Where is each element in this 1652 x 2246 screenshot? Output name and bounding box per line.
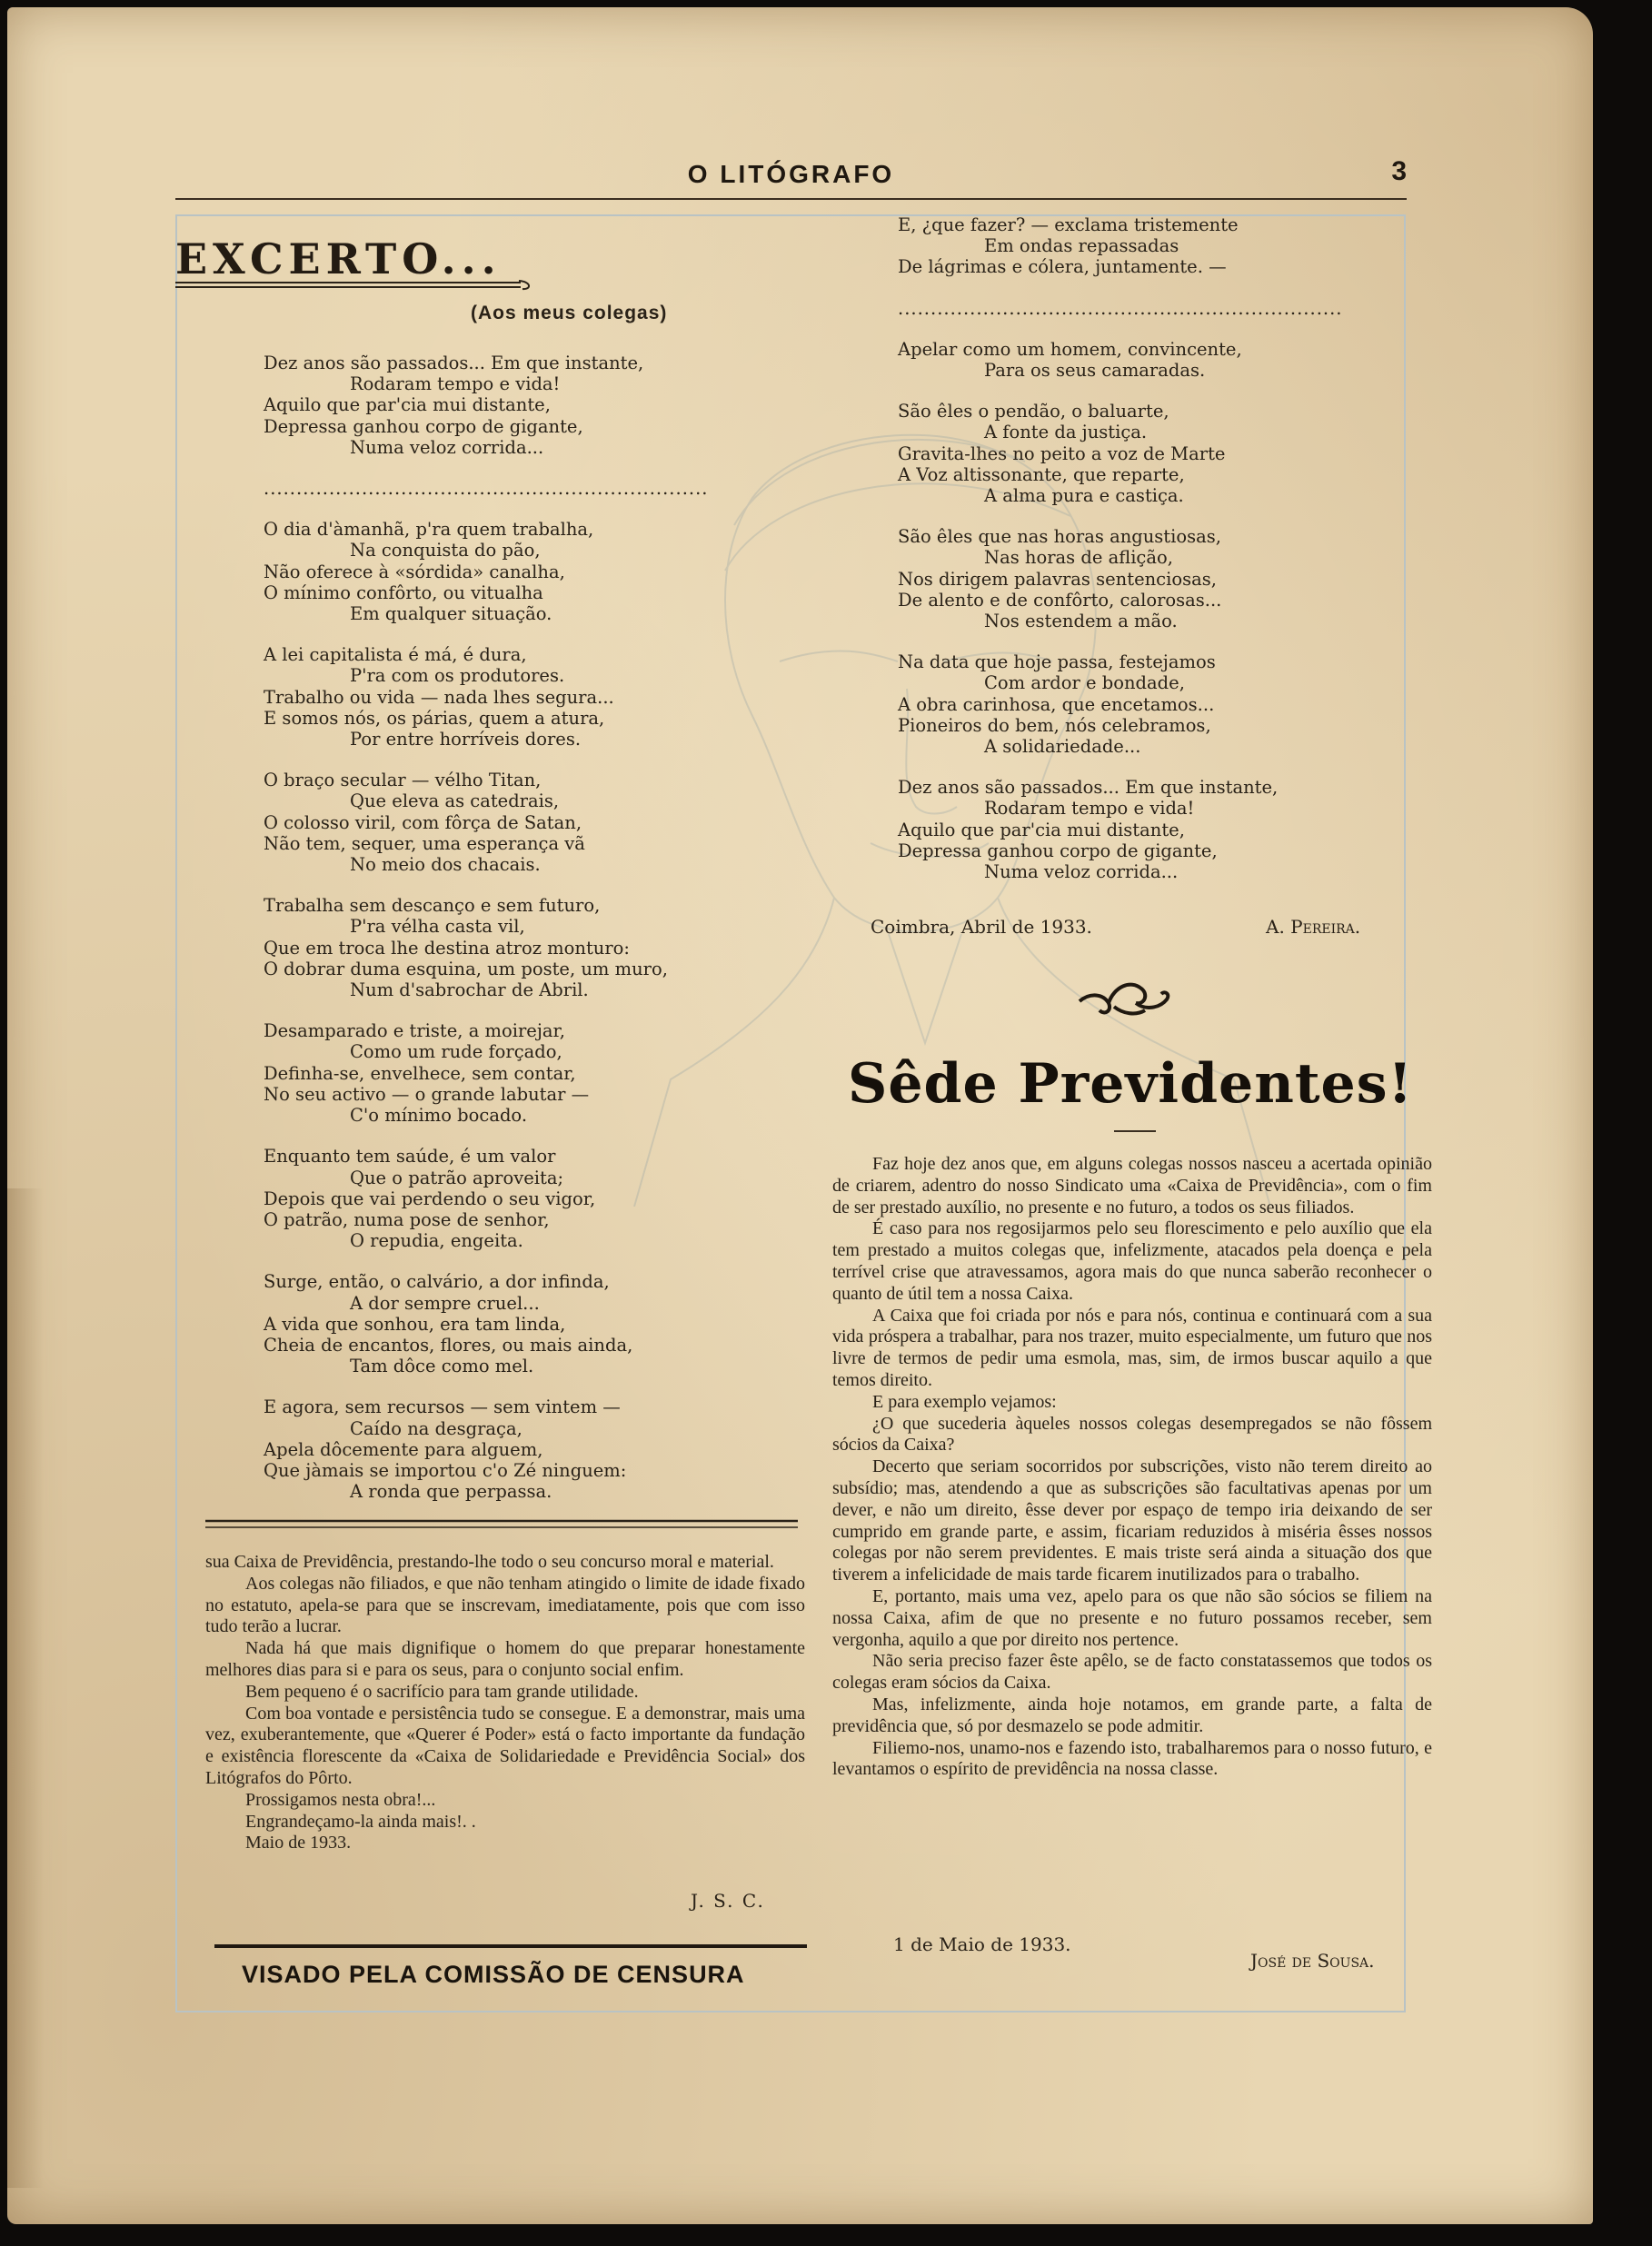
poem-line: De alento e de confôrto, calorosas... — [898, 589, 1222, 611]
poem-line: Caído na desgraça, — [350, 1417, 522, 1439]
poem-line: A obra carinhosa, que encetamos... — [898, 693, 1215, 715]
poem-line: Tam dôce como mel. — [350, 1356, 534, 1377]
poem-line: Em ondas repassadas — [984, 235, 1179, 257]
poem-line: Depressa ganhou corpo de gigante, — [264, 415, 583, 437]
poem-stanza — [264, 1271, 736, 1376]
poem-line: Num d'sabrochar de Abril. — [350, 979, 589, 1001]
poem-line: Não tem, sequer, uma esperança vã — [264, 832, 585, 854]
poem-line: Enquanto tem saúde, é um valor — [264, 1146, 556, 1168]
poem-line: Trabalho ou vida — nada lhes segura... — [264, 686, 614, 708]
poem-line: O colosso viril, com fôrça de Satan, — [264, 811, 582, 833]
paragraph: Bem pequeno é o sacrifício para tam grande utilidade. — [245, 1681, 639, 1702]
poem-line: Trabalha sem descanço e sem futuro, — [264, 895, 601, 917]
section-double-rule — [205, 1518, 798, 1531]
poem-dedication: (Aos meus colegas) — [471, 303, 668, 323]
article-title: Sêde Previdentes! — [848, 1052, 1413, 1116]
poem-line: Que em troca lhe destina atroz monturo: — [264, 937, 630, 959]
paragraph: sua Caixa de Previdência, prestando-lhe todo o seu concurso moral e material. — [205, 1552, 774, 1572]
paper-fold-shadow — [7, 1188, 44, 2188]
poem-stanza — [264, 1020, 736, 1126]
poem-line: Na data que hoje passa, festejamos — [898, 651, 1216, 673]
poem-line: P'ra vélha casta vil, — [350, 916, 525, 938]
poem-line: E agora, sem recursos — sem vintem — — [264, 1396, 621, 1418]
paragraph: Com boa vontade e persistência tudo se consegue. E a demonstrar, mais uma vez, exuberantemente, que «Querer é Poder» está o facto importante da fundação e existência florescente da «Caixa de Solidariedade e Previdência Social» dos Litógrafos do Pôrto. — [205, 1703, 805, 1788]
censor-rule — [214, 1944, 807, 1948]
poem-stanza — [898, 777, 1370, 882]
poem-line: A lei capitalista é má, é dura, — [264, 644, 527, 666]
poem-line: A alma pura e castiça. — [984, 485, 1184, 507]
poem-line: Depressa ganhou corpo de gigante, — [898, 840, 1218, 861]
paragraph: Prossigamos nesta obra!... — [245, 1789, 436, 1810]
poem-line: Na conquista do pão, — [350, 540, 541, 562]
poem-line: Nos dirigem palavras sentenciosas, — [898, 568, 1217, 590]
poem-line: Surge, então, o calvário, a dor infinda, — [264, 1271, 610, 1293]
poem-line: O mínimo confôrto, ou vitualha — [264, 581, 543, 603]
poem-line: A ronda que perpassa. — [350, 1481, 552, 1503]
poem-line: Para os seus camaradas. — [984, 360, 1206, 382]
poem-line: E somos nós, os párias, quem a atura, — [264, 707, 605, 729]
poem-stanza — [898, 401, 1370, 506]
page-number: 3 — [1391, 156, 1407, 186]
poem-line: Que o patrão aproveita; — [350, 1167, 564, 1188]
title-underline — [175, 280, 539, 291]
ellipsis-rule: .................................................................... — [264, 478, 709, 500]
right-article — [832, 1154, 1432, 1781]
poem-line: O dobrar duma esquina, um poste, um muro, — [264, 958, 668, 979]
poem-line: Apela dôcemente para alguem, — [264, 1438, 543, 1460]
poem-stanza — [264, 519, 736, 624]
poem-line: E, ¿que fazer? — exclama tristemente — [898, 214, 1239, 235]
poem-line: São êles que nas horas angustiosas, — [898, 526, 1221, 548]
poem-line: A solidariedade... — [984, 736, 1141, 758]
right-article-date: 1 de Maio de 1933. — [893, 1933, 1071, 1955]
poem-title: EXCERTO... — [175, 234, 502, 283]
poem-line: Não oferece à «sórdida» canalha, — [264, 561, 565, 582]
poem-line: O dia d'àmanhã, p'ra quem trabalha, — [264, 519, 594, 541]
poem-line: A vida que sonhou, era tam linda, — [264, 1313, 566, 1335]
poem-line: Rodaram tempo e vida! — [350, 373, 561, 395]
poem-line: O patrão, numa pose de senhor, — [264, 1208, 550, 1230]
poem-line: São êles o pendão, o baluarte, — [898, 401, 1169, 422]
newspaper-page — [7, 7, 1593, 2224]
paragraph: ¿O que sucederia àqueles nossos colegas desempregados se não fôssem sócios da Caixa? — [832, 1413, 1432, 1456]
title-short-rule — [1114, 1130, 1156, 1132]
censorship-notice: VISADO PELA COMISSÃO DE CENSURA — [242, 1961, 745, 1988]
poem-line: Que eleva as catedrais, — [350, 790, 560, 812]
poem-stanza — [264, 353, 736, 458]
poem-line: Aquilo que par'cia mui distante, — [264, 394, 551, 416]
poem-line: No meio dos chacais. — [350, 854, 541, 876]
paragraph: Maio de 1933. — [245, 1833, 352, 1853]
poem-line: Por entre horríveis dores. — [350, 729, 582, 750]
poem-line: Desamparado e triste, a moirejar, — [264, 1020, 565, 1042]
poem-line: Nas horas de aflição, — [984, 547, 1173, 569]
poem-line: Dez anos são passados... Em que instante, — [898, 777, 1279, 799]
poem-line: Com ardor e bondade, — [984, 672, 1185, 694]
poem-line: O repudia, engeita. — [350, 1230, 523, 1252]
poem-stanza — [898, 651, 1370, 757]
poem-line: Depois que vai perdendo o seu vigor, — [264, 1188, 596, 1209]
paragraph: E para exemplo vejamos: — [872, 1391, 1057, 1412]
right-article-signature: José de Sousa. — [1250, 1950, 1375, 1972]
paragraph: Engrandeçamo-la ainda mais!. . — [245, 1811, 476, 1832]
poem-stanza — [264, 770, 736, 875]
publication-title: O LITÓGRAFO — [687, 160, 895, 188]
poem-stanza — [264, 644, 736, 750]
poem-line: Gravita-lhes no peito a voz de Marte — [898, 442, 1226, 464]
paragraph: Decerto que seriam socorridos por subscrições, visto não terem direito ao subsídio; mas, atendendo a que as subscrições são facultativas apenas por um dever, e não um direito, êsse dever por espaço de tempo iria deixando de ser cumprido em grande parte, e assim, ficariam reduzidos à miséria êsses nossos colegas por não serem previdentes. E mais triste será ainda a situação dos que tiverem a infelicidade de mais tarde ficarem inutilizados para o trabalho. — [832, 1456, 1432, 1585]
poem-line: A dor sempre cruel... — [350, 1292, 540, 1314]
poem-line: O braço secular — vélho Titan, — [264, 770, 542, 791]
poem-line: Numa veloz corrida... — [350, 436, 544, 458]
poem-line: C'o mínimo bocado. — [350, 1105, 528, 1127]
poem-line: Pioneiros do bem, nós celebramos, — [898, 714, 1211, 736]
poem-place-date: Coimbra, Abril de 1933. — [871, 916, 1092, 938]
poem-line: A fonte da justiça. — [984, 422, 1148, 443]
poem-stanza — [898, 339, 1370, 381]
poem-line: Cheia de encantos, flores, ou mais ainda, — [264, 1334, 633, 1356]
paragraph: Nada há que mais dignifique o homem do que preparar honestamente melhores dias para si e para os seus, para o conjunto social enfim. — [205, 1638, 805, 1680]
poem-author: A. Pereira. — [1266, 916, 1361, 938]
running-head — [175, 153, 1407, 200]
paragraph: Mas, infelizmente, ainda hoje notamos, em grande parte, a falta de previdência que, só por desmazelo se pode admitir. — [832, 1694, 1432, 1736]
poem-stanza — [264, 1146, 736, 1251]
poem-stanza — [898, 526, 1370, 631]
poem-line: Nos estendem a mão. — [984, 611, 1178, 632]
poem-line: Dez anos são passados... Em que instante, — [264, 353, 644, 373]
poem-line: No seu activo — o grande labutar — — [264, 1083, 590, 1105]
paragraph: Faz hoje dez anos que, em alguns colegas nossos nasceu a acertada opinião de criarem, adentro do nosso Sindicato uma «Caixa de Previdência», com o fim de ser prestado auxílio, no presente e no futuro, a todos os seus filiados. — [832, 1154, 1432, 1217]
paragraph: E, portanto, mais uma vez, apelo para os que não são sócios se filiem na nossa Caixa, afim de que no presente e no futuro possamos receber, sem vergonha, aquilo a que por direito nos pertence. — [832, 1585, 1432, 1650]
poem-left-column — [264, 353, 736, 1522]
poem-line: Como um rude forçado, — [350, 1041, 562, 1063]
poem-line: Numa veloz corrida... — [984, 861, 1179, 883]
paragraph: Não seria preciso fazer êste apêlo, se de facto constatassemos que todos os colegas eram sócios da Caixa. — [832, 1651, 1432, 1694]
poem-line: Apelar como um homem, convincente, — [898, 338, 1242, 360]
paragraph: A Caixa que foi criada por nós e para nós, continua e continuará com a sua vida próspera a trabalhar, para nos trazer, muito especialmente, um futuro que nos livre de termos de pedir uma esmola, mas, sim, de irmos buscar aquilo a que temos direito. — [832, 1305, 1432, 1390]
paragraph: Aos colegas não filiados, e que não tenham atingido o limite de idade fixado no estatuto, apela-se para que se inscrevam, imediatamente, pois que com isso tudo terão a lucrar. — [205, 1573, 805, 1637]
poem-line: De lágrimas e cólera, juntamente. — — [898, 256, 1227, 278]
poem-right-column — [898, 214, 1370, 902]
poem-line: Em qualquer situação. — [350, 603, 552, 625]
poem-line: A Voz altissonante, que reparte, — [898, 463, 1185, 485]
paragraph: É caso para nos regosijarmos pelo seu florescimento e pelo auxílio que ela tem prestado a muitos colegas que, infelizmente, atacados pela doença e pela terrível crise que atravessamos, agora mais do que nunca saberão reconhecer o quanto de útil tem a nossa Caixa. — [832, 1218, 1432, 1304]
left-article — [205, 1552, 805, 1854]
poem-line: P'ra com os produtores. — [350, 665, 565, 687]
left-article-signature: J. S. C. — [691, 1890, 765, 1912]
poem-stanza — [264, 1396, 736, 1502]
decorative-flourish-icon — [1072, 974, 1178, 1021]
poem-line: Definha-se, envelhece, sem contar, — [264, 1062, 576, 1084]
poem-stanza — [898, 214, 1370, 278]
poem-line: Aquilo que par'cia mui distante, — [898, 819, 1185, 840]
poem-line: Que jàmais se importou c'o Zé ninguem: — [264, 1459, 627, 1481]
poem-stanza — [264, 895, 736, 1000]
paragraph: Filiemo-nos, unamo-nos e fazendo isto, trabalharemos para o nosso futuro, e levantamos o espírito de previdência na nossa classe. — [832, 1737, 1432, 1780]
poem-line: Rodaram tempo e vida! — [984, 798, 1195, 820]
ellipsis-rule: .................................................................... — [898, 297, 1343, 319]
